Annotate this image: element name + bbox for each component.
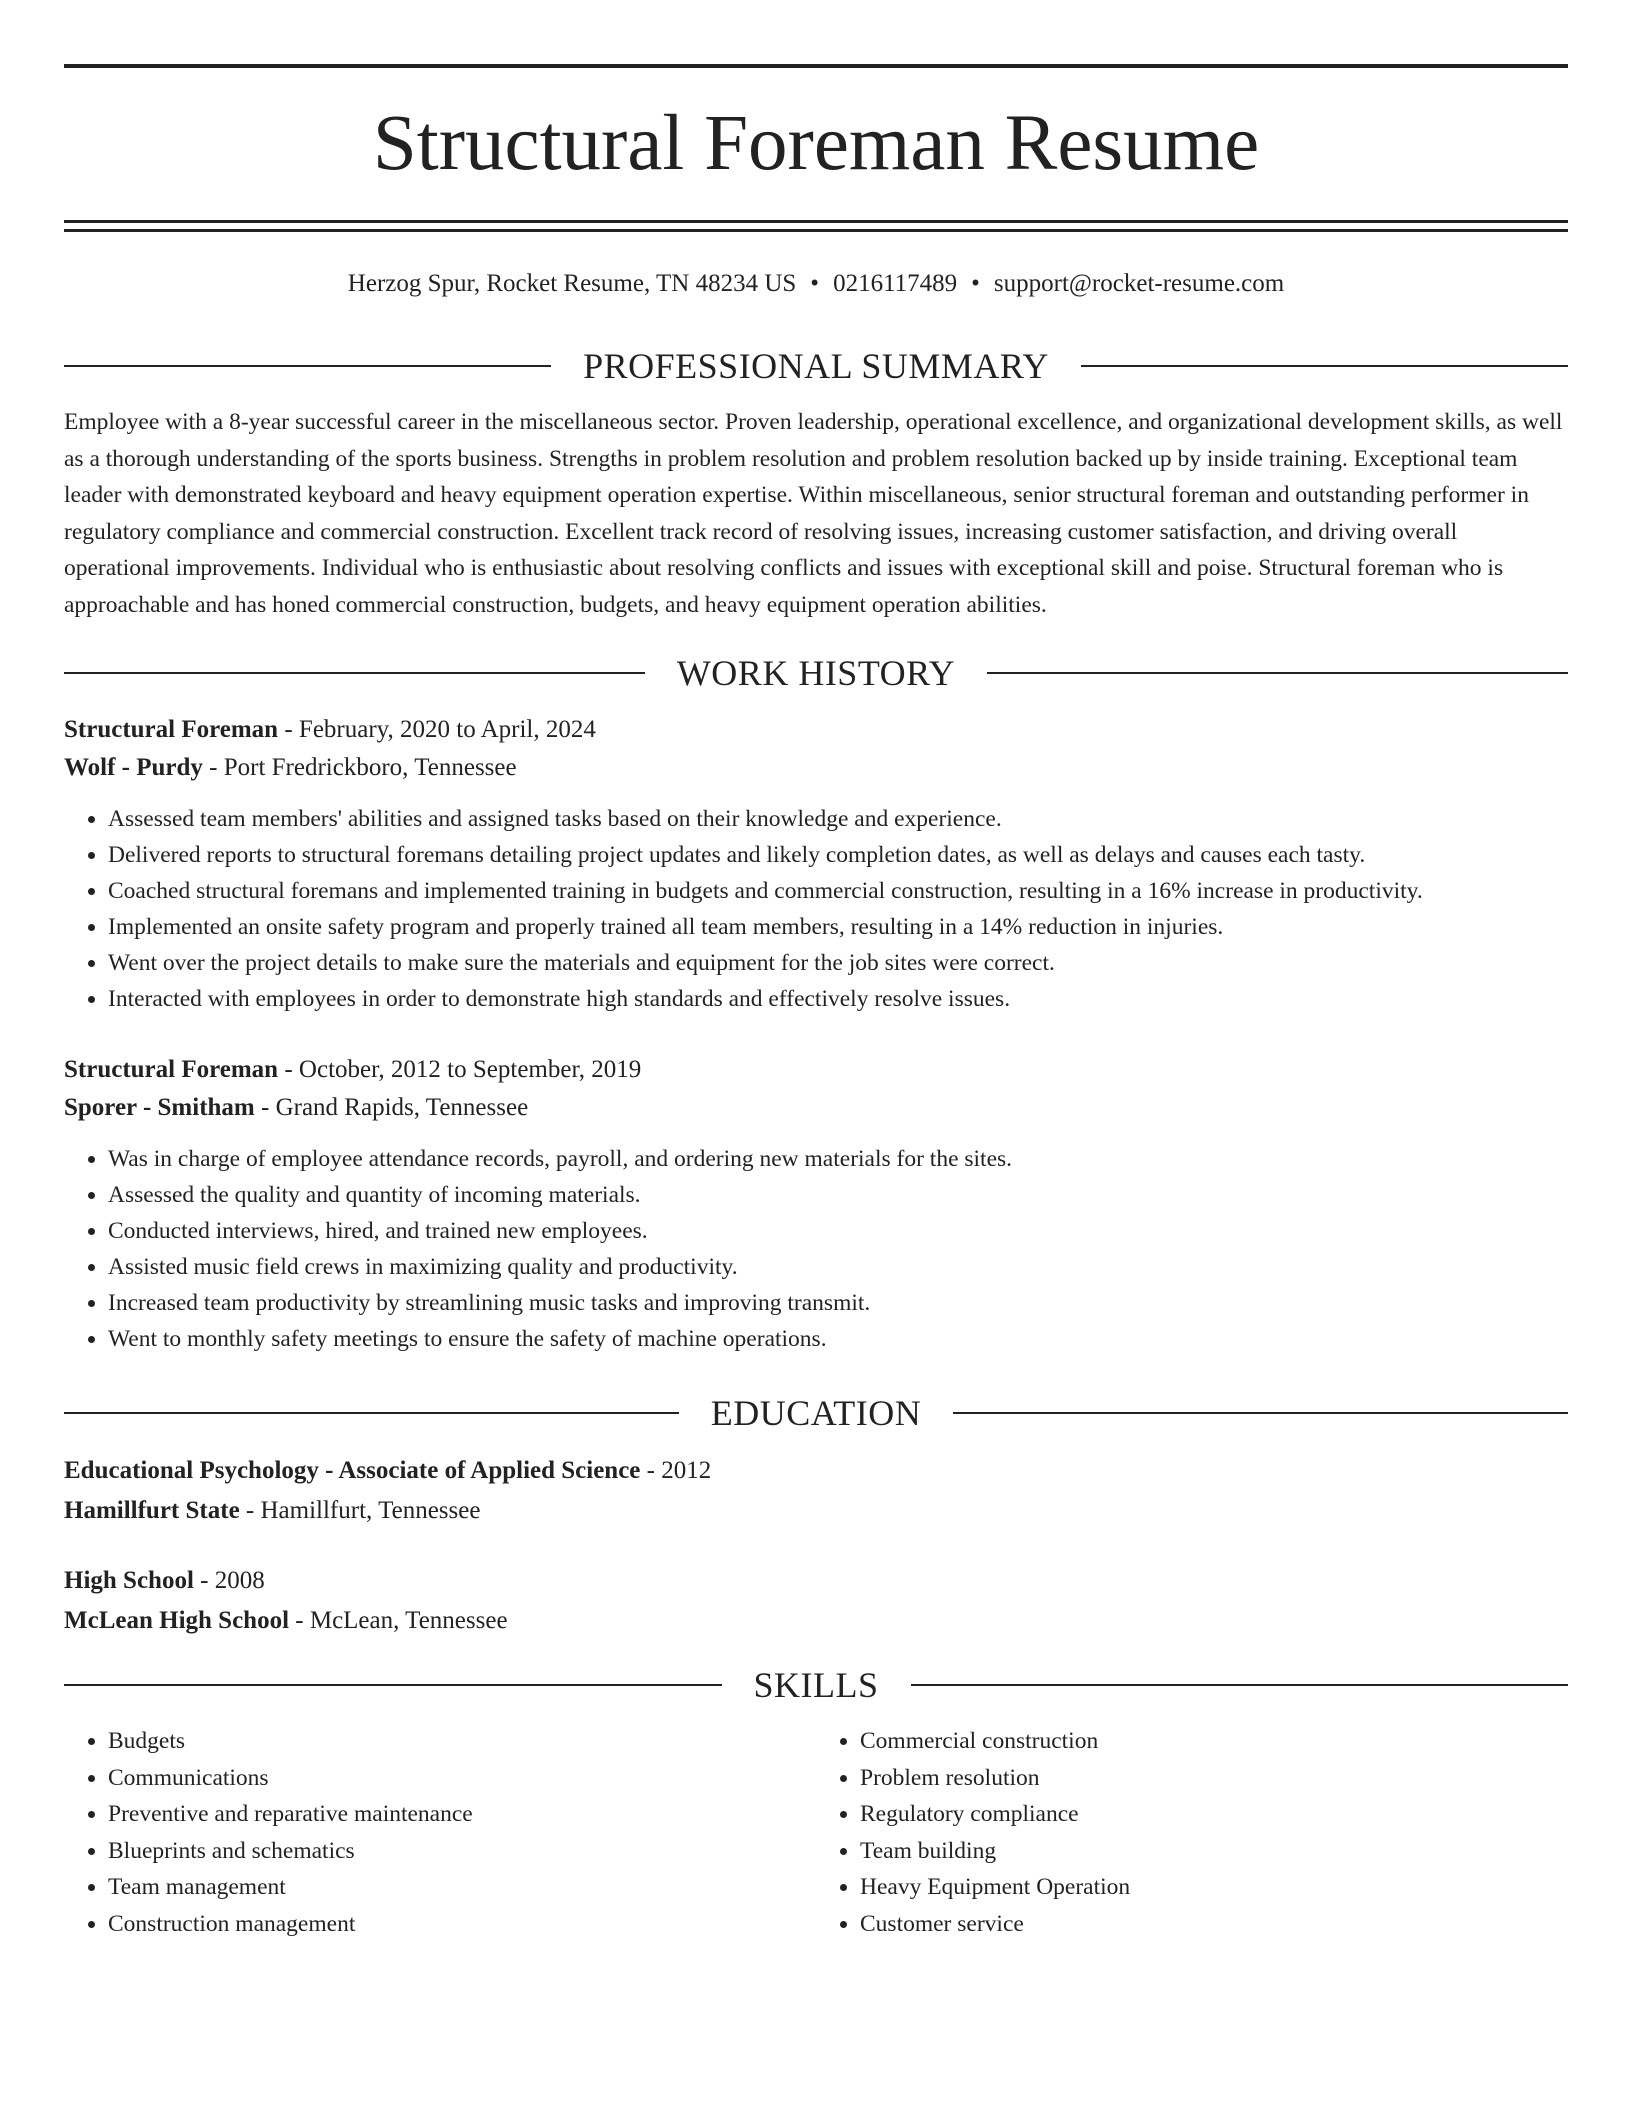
summary-text: Employee with a 8-year successful career in the miscellaneous sector. Proven leadership, operational excellence, and organizational development skills, as well as a thorough understanding of the sports business. Strengths in problem resolution and problem resolution backed up by inside training. Exceptional team leader with demonstrated keyboard and heavy equipment operation expertise. Within miscellaneous, senior structural foreman and outstanding performer in regulatory compliance and commercial construction. Excellent track record of resolving issues, increasing customer satisfaction, and driving overall operational improvements. Individual who is enthusiastic about resolving conflicts and issues with exceptional skill and poise. Structural foreman who is approachable and has honed commercial construction, budgets, and heavy equipment operation abilities.	[64, 409, 1563, 618]
job-location: - Port Fredrickboro, Tennessee	[202, 754, 517, 781]
skill-item: • Preventive and reparative maintenance	[108, 1796, 816, 1833]
skill-item: • Customer service	[860, 1906, 1568, 1943]
skill-item: • Budgets	[108, 1723, 816, 1760]
section-rule	[64, 1684, 722, 1686]
skill-item: • Commercial construction	[860, 1723, 1568, 1760]
job-title-line	[64, 1051, 1568, 1089]
list-item: • Assessed the quality and quantity of incoming materials.	[108, 1177, 1568, 1213]
job-company: Wolf - Purdy	[64, 754, 203, 781]
list-item: • Assisted music field crews in maximizing quality and productivity.	[108, 1249, 1568, 1285]
section-rule	[911, 1684, 1569, 1686]
education-school-line	[64, 1601, 1568, 1641]
job-title: Structural Foreman	[64, 1056, 279, 1083]
job-bullets	[64, 801, 1568, 1017]
section-header-education	[64, 1391, 1568, 1435]
contact-email: support@rocket-resume.com	[993, 270, 1285, 297]
list-item: • Coached structural foremans and implemented training in budgets and commercial construction, resulting in a 16% increase in productivity.	[108, 873, 1568, 909]
job-company-line	[64, 1089, 1568, 1127]
section-rule	[1081, 365, 1568, 367]
skills-column-right	[816, 1723, 1568, 1942]
job-entry	[64, 1051, 1568, 1357]
section-rule	[64, 365, 551, 367]
education-entry	[64, 1561, 1568, 1641]
job-dates: - October, 2012 to September, 2019	[278, 1056, 642, 1083]
list-item: • Increased team productivity by streamlining music tasks and improving transmit.	[108, 1285, 1568, 1321]
education-degree: High School	[64, 1567, 194, 1594]
section-title: SKILLS	[753, 1665, 879, 1705]
skill-item: • Team management	[108, 1869, 816, 1906]
education-school: McLean High School	[64, 1607, 290, 1634]
skill-item: • Regulatory compliance	[860, 1796, 1568, 1833]
list-item: • Was in charge of employee attendance records, payroll, and ordering new materials for the sites.	[108, 1141, 1568, 1177]
skill-item: • Construction management	[108, 1906, 816, 1943]
list-item: • Conducted interviews, hired, and trained new employees.	[108, 1213, 1568, 1249]
list-item: • Interacted with employees in order to demonstrate high standards and effectively resolve issues.	[108, 981, 1568, 1017]
section-rule	[64, 672, 645, 674]
contact-separator: •	[971, 270, 980, 297]
section-title: EDUCATION	[710, 1393, 922, 1433]
education-degree-line	[64, 1561, 1568, 1601]
job-title: Structural Foreman	[64, 716, 279, 743]
education-degree-line	[64, 1451, 1568, 1491]
section-rule	[987, 672, 1568, 674]
job-title-line	[64, 711, 1568, 749]
section-title: PROFESSIONAL SUMMARY	[583, 346, 1049, 386]
section-header-work	[64, 651, 1568, 695]
title-double-rule	[64, 220, 1568, 232]
education-year: - 2012	[640, 1457, 712, 1484]
section-title: WORK HISTORY	[676, 653, 956, 693]
list-item: • Delivered reports to structural foremans detailing project updates and likely completion dates, as well as delays and causes each tasty.	[108, 837, 1568, 873]
contact-phone: 0216117489	[833, 270, 958, 297]
education-location: - McLean, Tennessee	[289, 1607, 508, 1634]
job-dates: - February, 2020 to April, 2024	[278, 716, 596, 743]
section-rule	[64, 1412, 679, 1414]
skill-item: • Problem resolution	[860, 1760, 1568, 1797]
resume-page	[64, 64, 1568, 1942]
resume-title: Structural Foreman Resume	[372, 100, 1260, 187]
education-entry	[64, 1451, 1568, 1531]
job-company-line	[64, 749, 1568, 787]
skill-item: • Blueprints and schematics	[108, 1833, 816, 1870]
section-header-skills	[64, 1663, 1568, 1707]
skills-grid	[64, 1723, 1568, 1942]
education-degree: Educational Psychology - Associate of Applied Science	[64, 1457, 641, 1484]
contact-separator: •	[810, 270, 820, 297]
skill-item: • Communications	[108, 1760, 816, 1797]
contact-address: Herzog Spur, Rocket Resume, TN 48234 US	[347, 270, 797, 297]
list-item: • Went over the project details to make sure the materials and equipment for the job sites were correct.	[108, 945, 1568, 981]
section-rule	[953, 1412, 1568, 1414]
job-entry	[64, 711, 1568, 1017]
skill-item: • Heavy Equipment Operation	[860, 1869, 1568, 1906]
list-item: • Assessed team members' abilities and assigned tasks based on their knowledge and experience.	[108, 801, 1568, 837]
top-rule	[64, 64, 1568, 68]
contact-line	[64, 268, 1568, 300]
list-item: • Implemented an onsite safety program and properly trained all team members, resulting in a 14% reduction in injuries.	[108, 909, 1568, 945]
education-school-line	[64, 1491, 1568, 1531]
skill-item: • Team building	[860, 1833, 1568, 1870]
education-year: - 2008	[193, 1567, 265, 1594]
job-bullets	[64, 1141, 1568, 1357]
education-school: Hamillfurt State	[64, 1497, 240, 1524]
job-location: - Grand Rapids, Tennessee	[254, 1094, 529, 1121]
section-header-summary	[64, 344, 1568, 388]
skills-column-left	[64, 1723, 816, 1942]
education-location: - Hamillfurt, Tennessee	[239, 1497, 481, 1524]
list-item: • Went to monthly safety meetings to ensure the safety of machine operations.	[108, 1321, 1568, 1357]
job-company: Sporer - Smitham	[64, 1094, 255, 1121]
